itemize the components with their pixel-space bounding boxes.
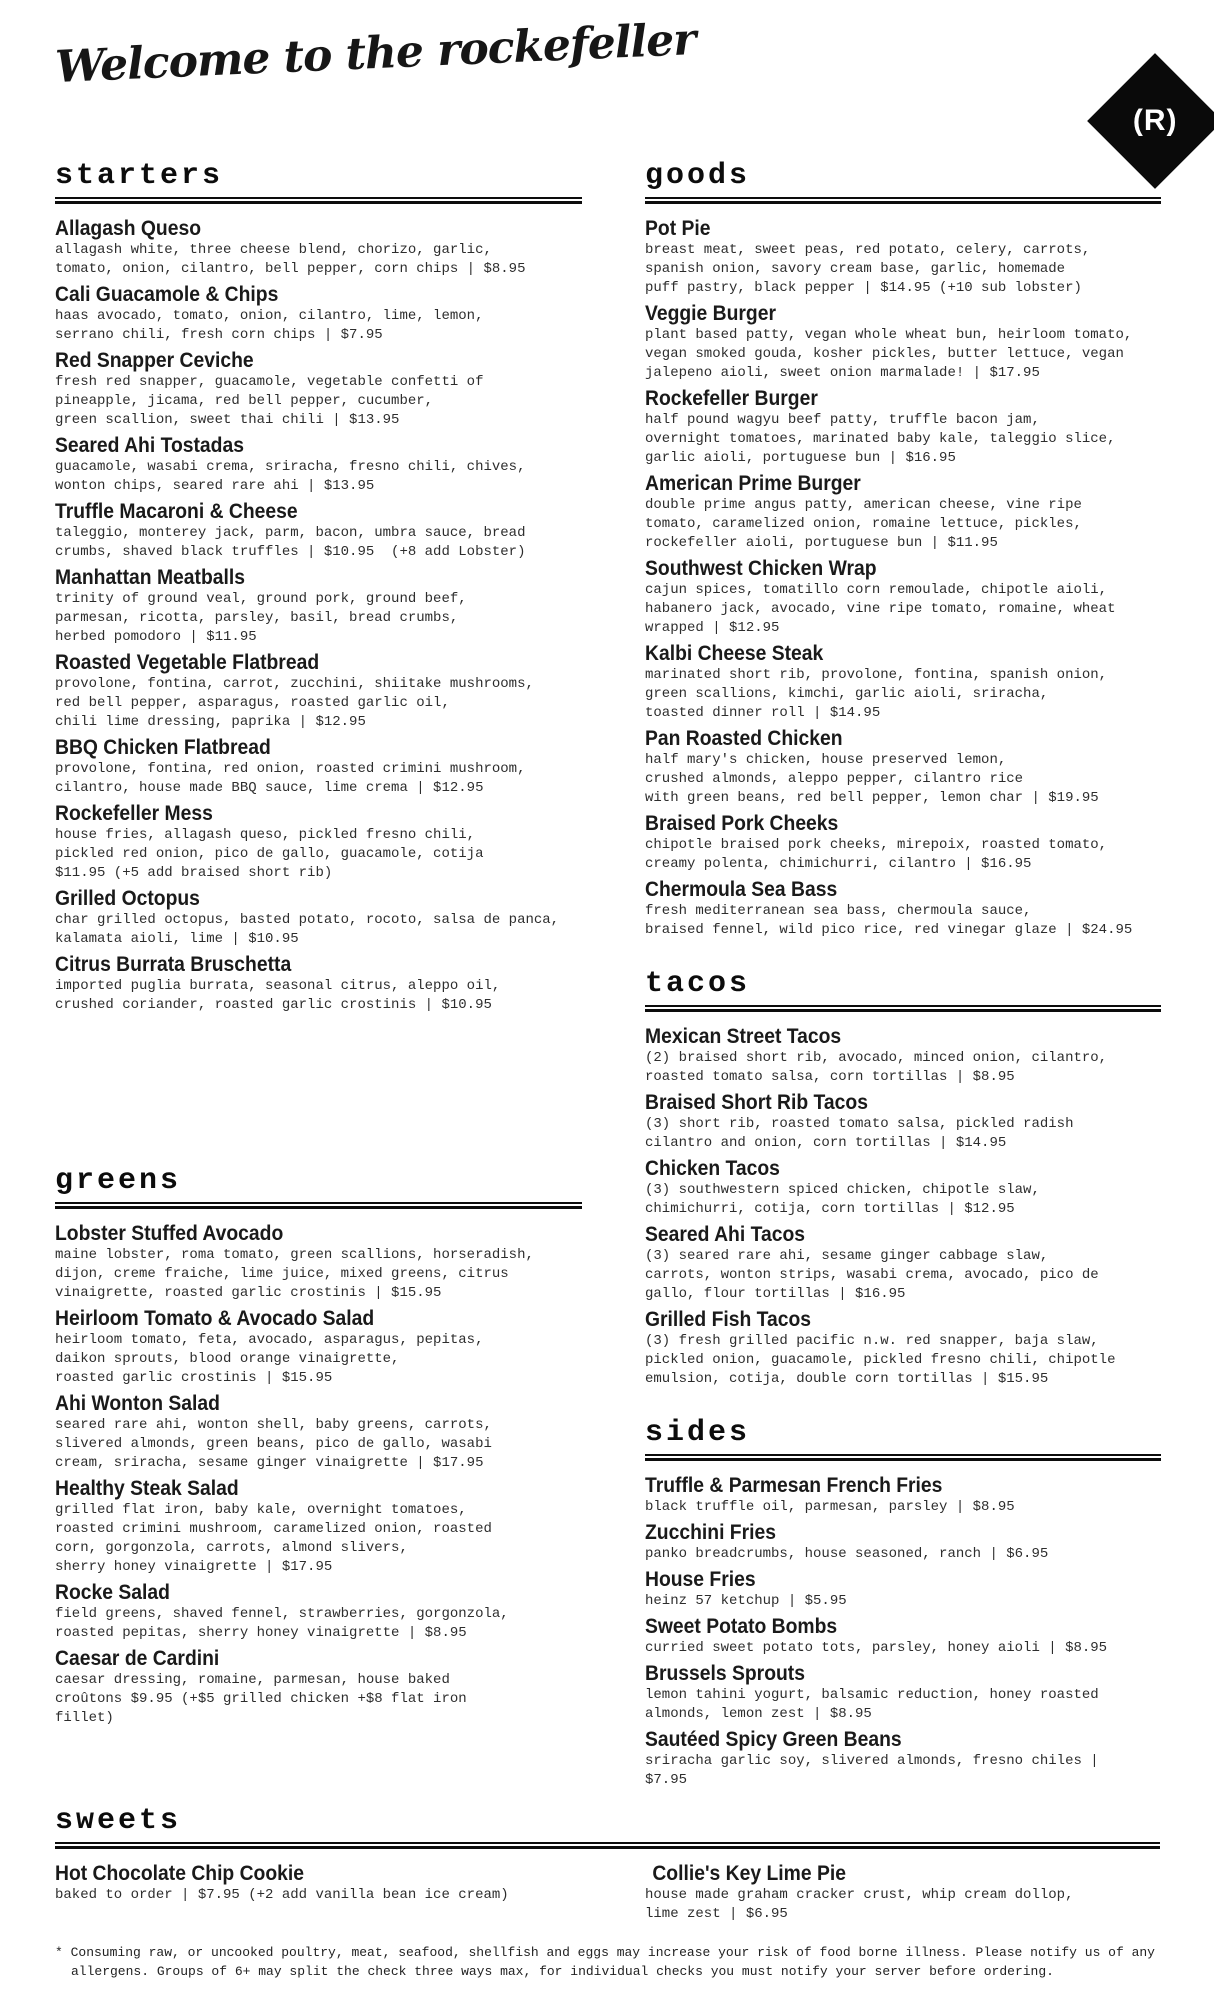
item-desc-line: maine lobster, roma tomato, green scallions, horseradish,	[55, 1247, 534, 1263]
item-desc-line: half pound wagyu beef patty, truffle bacon jam,	[645, 412, 1040, 428]
item-desc-line: roasted tomato salsa, corn tortillas | $8.95	[645, 1069, 1015, 1085]
item-name: Rockefeller Burger	[645, 387, 818, 410]
menu-item	[55, 284, 582, 345]
menu-item	[55, 1648, 582, 1728]
menu-item	[645, 813, 1161, 874]
item-name: Zucchini Fries	[645, 1521, 776, 1544]
item-name: Grilled Octopus	[55, 887, 200, 910]
logo-monogram: (R)	[1132, 104, 1178, 137]
item-desc-line: fillet)	[55, 1710, 114, 1726]
section-rule	[55, 1202, 582, 1209]
section-title-greens: greens	[55, 1164, 182, 1198]
section-goods	[645, 160, 1161, 940]
section-title-starters: starters	[55, 159, 224, 193]
menu-item	[645, 388, 1161, 468]
item-desc-line: puff pastry, black pepper | $14.95 (+10 sub lobster)	[645, 280, 1082, 296]
menu-item	[645, 728, 1161, 808]
item-name: Pan Roasted Chicken	[645, 727, 843, 750]
item-desc-line: heirloom tomato, feta, avocado, asparagus, pepitas,	[55, 1332, 484, 1348]
item-desc-line: wrapped | $12.95	[645, 620, 780, 636]
item-desc-line: carrots, wonton strips, wasabi crema, avocado, pico de	[645, 1267, 1099, 1283]
item-desc-line: (3) southwestern spiced chicken, chipotle slaw,	[645, 1182, 1040, 1198]
item-name: Kalbi Cheese Steak	[645, 642, 824, 665]
item-desc-line: house fries, allagash queso, pickled fresno chili,	[55, 827, 476, 843]
item-desc-line: char grilled octopus, basted potato, rocoto, salsa de panca,	[55, 912, 560, 928]
item-desc-line: habanero jack, avocado, vine ripe tomato, romaine, wheat	[645, 601, 1116, 617]
item-desc-line: cajun spices, tomatillo corn remoulade, chipotle aioli,	[645, 582, 1108, 598]
item-name: Mexican Street Tacos	[645, 1025, 842, 1048]
item-desc-line: almonds, lemon zest | $8.95	[645, 1706, 872, 1722]
item-name: Ahi Wonton Salad	[55, 1392, 220, 1415]
item-name: Citrus Burrata Bruschetta	[55, 953, 292, 976]
item-desc-line: cilantro, house made BBQ sauce, lime crema | $12.95	[55, 780, 484, 796]
menu-item	[55, 218, 582, 279]
section-rule	[645, 1005, 1161, 1012]
section-tacos	[645, 968, 1161, 1389]
section-rule	[645, 197, 1161, 204]
menu-item	[645, 1092, 1161, 1153]
item-name: Veggie Burger	[645, 302, 776, 325]
item-desc-line: (2) braised short rib, avocado, minced onion, cilantro,	[645, 1050, 1108, 1066]
item-desc-line: vinaigrette, roasted garlic crostinis | $15.95	[55, 1285, 442, 1301]
item-desc-line: fresh mediterranean sea bass, chermoula sauce,	[645, 903, 1032, 919]
item-desc-line: (3) short rib, roasted tomato salsa, pickled radish	[645, 1116, 1074, 1132]
item-desc-line: spanish onion, savory cream base, garlic, homemade	[645, 261, 1066, 277]
section-title-tacos: tacos	[645, 967, 751, 1001]
page-title: Welcome to the rockefeller	[54, 14, 697, 93]
item-name: Lobster Stuffed Avocado	[55, 1222, 284, 1245]
item-name: Sautéed Spicy Green Beans	[645, 1728, 902, 1751]
menu-item	[645, 1522, 1161, 1564]
menu-item	[645, 558, 1161, 638]
item-desc-line: roasted crimini mushroom, caramelized onion, roasted	[55, 1521, 492, 1537]
item-desc-line: herbed pomodoro | $11.95	[55, 629, 257, 645]
item-desc-line: tomato, onion, cilantro, bell pepper, corn chips | $8.95	[55, 261, 526, 277]
item-desc-line: crumbs, shaved black truffles | $10.95 (+8 add Lobster)	[55, 544, 526, 560]
item-desc-line: field greens, shaved fennel, strawberries, gorgonzola,	[55, 1606, 509, 1622]
item-name: Sweet Potato Bombs	[645, 1615, 838, 1638]
item-desc-line: provolone, fontina, red onion, roasted crimini mushroom,	[55, 761, 526, 777]
menu-item	[645, 879, 1161, 940]
item-name: House Fries	[645, 1568, 756, 1591]
item-desc-line: baked to order | $7.95 (+2 add vanilla bean ice cream)	[55, 1887, 509, 1903]
item-name: Collie's Key Lime Pie	[652, 1862, 846, 1885]
item-desc-line: lime zest | $6.95	[645, 1906, 788, 1922]
item-name: American Prime Burger	[645, 472, 861, 495]
item-desc-line: allagash white, three cheese blend, chorizo, garlic,	[55, 242, 492, 258]
item-desc-line: serrano chili, fresh corn chips | $7.95	[55, 327, 383, 343]
menu-header	[54, 14, 1178, 146]
item-name: Brussels Sprouts	[645, 1662, 805, 1685]
item-desc-line: green scallions, kimchi, garlic aioli, sriracha,	[645, 686, 1049, 702]
item-name: Cali Guacamole & Chips	[55, 283, 279, 306]
section-rule	[55, 1842, 1160, 1849]
item-desc-line: heinz 57 ketchup | $5.95	[645, 1593, 847, 1609]
section-sweets	[55, 1805, 1160, 1929]
section-rule	[55, 197, 582, 204]
menu-item	[55, 737, 582, 798]
item-desc-line: parmesan, ricotta, parsley, basil, bread crumbs,	[55, 610, 459, 626]
item-desc-line: cilantro and onion, corn tortillas | $14.95	[645, 1135, 1007, 1151]
section-greens	[55, 1165, 582, 1728]
menu-item	[645, 1026, 1161, 1087]
sweets-items	[55, 1863, 1160, 1929]
menu-item	[55, 435, 582, 496]
menu-item	[645, 1309, 1161, 1389]
item-name: Truffle & Parmesan French Fries	[645, 1474, 943, 1497]
menu-item	[55, 1308, 582, 1388]
item-desc-line: haas avocado, tomato, onion, cilantro, lime, lemon,	[55, 308, 484, 324]
item-desc-line: chili lime dressing, paprika | $12.95	[55, 714, 366, 730]
menu-item	[55, 567, 582, 647]
menu-item	[55, 803, 582, 883]
item-desc-line: wonton chips, seared rare ahi | $13.95	[55, 478, 375, 494]
menu-item	[55, 350, 582, 430]
item-desc-line: pickled onion, guacamole, pickled fresno chili, chipotle	[645, 1352, 1116, 1368]
section-rule	[645, 1454, 1161, 1461]
item-desc-line: roasted pepitas, sherry honey vinaigrette | $8.95	[55, 1625, 467, 1641]
item-name: Rocke Salad	[55, 1581, 170, 1604]
menu-item	[645, 1729, 1161, 1790]
item-desc-line: double prime angus patty, american cheese, vine ripe	[645, 497, 1082, 513]
item-desc-line: jalepeno aioli, sweet onion marmalade! | $17.95	[645, 365, 1040, 381]
footer-note	[55, 1943, 1160, 1981]
item-desc-line: corn, gorgonzola, carrots, almond slivers,	[55, 1540, 408, 1556]
menu-item	[55, 1393, 582, 1473]
item-desc-line: lemon tahini yogurt, balsamic reduction, honey roasted	[645, 1687, 1099, 1703]
item-name: Seared Ahi Tostadas	[55, 434, 244, 457]
item-desc-line: crushed coriander, roasted garlic crostinis | $10.95	[55, 997, 492, 1013]
item-desc-line: breast meat, sweet peas, red potato, celery, carrots,	[645, 242, 1091, 258]
item-desc-line: fresh red snapper, guacamole, vegetable confetti of	[55, 374, 484, 390]
item-desc-line: taleggio, monterey jack, parm, bacon, umbra sauce, bread	[55, 525, 526, 541]
menu-item	[645, 1616, 1161, 1658]
item-name: Red Snapper Ceviche	[55, 349, 254, 372]
item-desc-line: daikon sprouts, blood orange vinaigrette,	[55, 1351, 400, 1367]
item-desc-line: dijon, creme fraiche, lime juice, mixed greens, citrus	[55, 1266, 509, 1282]
item-desc-line: panko breadcrumbs, house seasoned, ranch | $6.95	[645, 1546, 1049, 1562]
item-desc-line: half mary's chicken, house preserved lemon,	[645, 752, 1007, 768]
footer-line-2: allergens. Groups of 6+ may split the check three ways max, for individual checks you must notify your server before ordering.	[71, 1964, 1054, 1979]
item-desc-line: roasted garlic crostinis | $15.95	[55, 1370, 333, 1386]
menu-item	[645, 1224, 1161, 1304]
item-desc-line: braised fennel, wild pico rice, red vinegar glaze | $24.95	[645, 922, 1133, 938]
item-name: Truffle Macaroni & Cheese	[55, 500, 298, 523]
item-desc-line: grilled flat iron, baby kale, overnight tomatoes,	[55, 1502, 467, 1518]
item-name: Caesar de Cardini	[55, 1647, 220, 1670]
item-desc-line: provolone, fontina, carrot, zucchini, shiitake mushrooms,	[55, 676, 534, 692]
footer-line-1: * Consuming raw, or uncooked poultry, meat, seafood, shellfish and eggs may increase your risk of food borne illness. Please notify us of any	[55, 1945, 1155, 1960]
item-desc-line: trinity of ground veal, ground pork, ground beef,	[55, 591, 467, 607]
item-desc-line: curried sweet potato tots, parsley, honey aioli | $8.95	[645, 1640, 1108, 1656]
item-desc-line: emulsion, cotija, double corn tortillas | $15.95	[645, 1371, 1049, 1387]
item-name: Chicken Tacos	[645, 1157, 780, 1180]
item-desc-line: plant based patty, vegan whole wheat bun, heirloom tomato,	[645, 327, 1133, 343]
left-column	[55, 160, 582, 1733]
menu-item	[645, 1569, 1161, 1611]
item-desc-line: caesar dressing, romaine, parmesan, house baked	[55, 1672, 450, 1688]
item-desc-line: tomato, caramelized onion, romaine lettuce, pickles,	[645, 516, 1082, 532]
section-sides	[645, 1417, 1161, 1790]
item-name: Allagash Queso	[55, 217, 202, 240]
item-name: Seared Ahi Tacos	[645, 1223, 805, 1246]
item-name: Rockefeller Mess	[55, 802, 213, 825]
item-desc-line: $11.95 (+5 add braised short rib)	[55, 865, 333, 881]
item-desc-line: vegan smoked gouda, kosher pickles, butter lettuce, vegan	[645, 346, 1124, 362]
item-desc-line: chimichurri, cotija, corn tortillas | $12.95	[645, 1201, 1015, 1217]
item-name: Chermoula Sea Bass	[645, 878, 838, 901]
item-desc-line: creamy polenta, chimichurri, cilantro | $16.95	[645, 856, 1032, 872]
menu-item	[645, 218, 1161, 298]
section-title-goods: goods	[645, 159, 751, 193]
menu-columns	[55, 160, 1160, 1795]
item-desc-line: guacamole, wasabi crema, sriracha, fresno chili, chives,	[55, 459, 526, 475]
item-desc-line: croûtons $9.95 (+$5 grilled chicken +$8 flat iron	[55, 1691, 467, 1707]
item-desc-line: red bell pepper, asparagus, roasted garlic oil,	[55, 695, 450, 711]
item-desc-line: sherry honey vinaigrette | $17.95	[55, 1559, 333, 1575]
menu-item	[55, 888, 582, 949]
item-desc-line: crushed almonds, aleppo pepper, cilantro rice	[645, 771, 1024, 787]
item-name: Southwest Chicken Wrap	[645, 557, 877, 580]
item-name: Heirloom Tomato & Avocado Salad	[55, 1307, 375, 1330]
menu-item	[55, 1478, 582, 1577]
section-starters	[55, 160, 582, 1015]
menu-item	[645, 1663, 1161, 1724]
item-desc-line: slivered almonds, green beans, pico de gallo, wasabi	[55, 1436, 492, 1452]
item-name: Braised Short Rib Tacos	[645, 1091, 868, 1114]
item-desc-line: pineapple, jicama, red bell pepper, cucumber,	[55, 393, 434, 409]
menu-item	[55, 954, 582, 1015]
menu-item	[645, 643, 1161, 723]
item-desc-line: $7.95	[645, 1772, 688, 1788]
item-name: Manhattan Meatballs	[55, 566, 246, 589]
menu-item	[645, 473, 1161, 553]
item-desc-line: rockefeller aioli, portuguese bun | $11.95	[645, 535, 998, 551]
item-name: Roasted Vegetable Flatbread	[55, 651, 320, 674]
item-name: Pot Pie	[645, 217, 711, 240]
item-desc-line: marinated short rib, provolone, fontina, spanish onion,	[645, 667, 1108, 683]
menu-item	[645, 1475, 1161, 1517]
item-name: Grilled Fish Tacos	[645, 1308, 812, 1331]
item-desc-line: gallo, flour tortillas | $16.95	[645, 1286, 906, 1302]
item-desc-line: green scallion, sweet thai chili | $13.95	[55, 412, 400, 428]
menu-item	[645, 1158, 1161, 1219]
right-column	[645, 160, 1161, 1795]
menu-item	[645, 1863, 1161, 1924]
menu-item	[645, 303, 1161, 383]
item-desc-line: overnight tomatoes, marinated baby kale, taleggio slice,	[645, 431, 1116, 447]
item-desc-line: with green beans, red bell pepper, lemon char | $19.95	[645, 790, 1099, 806]
item-desc-line: imported puglia burrata, seasonal citrus, aleppo oil,	[55, 978, 501, 994]
item-desc-line: (3) seared rare ahi, sesame ginger cabbage slaw,	[645, 1248, 1049, 1264]
menu-item	[55, 1223, 582, 1303]
item-desc-line: toasted dinner roll | $14.95	[645, 705, 881, 721]
item-name: Hot Chocolate Chip Cookie	[55, 1862, 305, 1885]
item-desc-line: chipotle braised pork cheeks, mirepoix, roasted tomato,	[645, 837, 1108, 853]
item-desc-line: cream, sriracha, sesame ginger vinaigrette | $17.95	[55, 1455, 484, 1471]
menu-item	[55, 501, 582, 562]
item-name: Healthy Steak Salad	[55, 1477, 239, 1500]
item-desc-line: black truffle oil, parmesan, parsley | $8.95	[645, 1499, 1015, 1515]
item-desc-line: pickled red onion, pico de gallo, guacamole, cotija	[55, 846, 484, 862]
item-desc-line: (3) fresh grilled pacific n.w. red snapper, baja slaw,	[645, 1333, 1099, 1349]
item-desc-line: garlic aioli, portuguese bun | $16.95	[645, 450, 956, 466]
menu-item	[55, 1863, 582, 1905]
item-desc-line: seared rare ahi, wonton shell, baby greens, carrots,	[55, 1417, 492, 1433]
section-title-sweets: sweets	[55, 1804, 182, 1838]
section-title-sides: sides	[645, 1416, 751, 1450]
item-name: BBQ Chicken Flatbread	[55, 736, 271, 759]
menu-item	[55, 652, 582, 732]
item-desc-line: kalamata aioli, lime | $10.95	[55, 931, 299, 947]
menu-item	[55, 1582, 582, 1643]
item-name: Braised Pork Cheeks	[645, 812, 839, 835]
item-desc-line: house made graham cracker crust, whip cream dollop,	[645, 1887, 1074, 1903]
item-desc-line: sriracha garlic soy, slivered almonds, fresno chiles |	[645, 1753, 1099, 1769]
